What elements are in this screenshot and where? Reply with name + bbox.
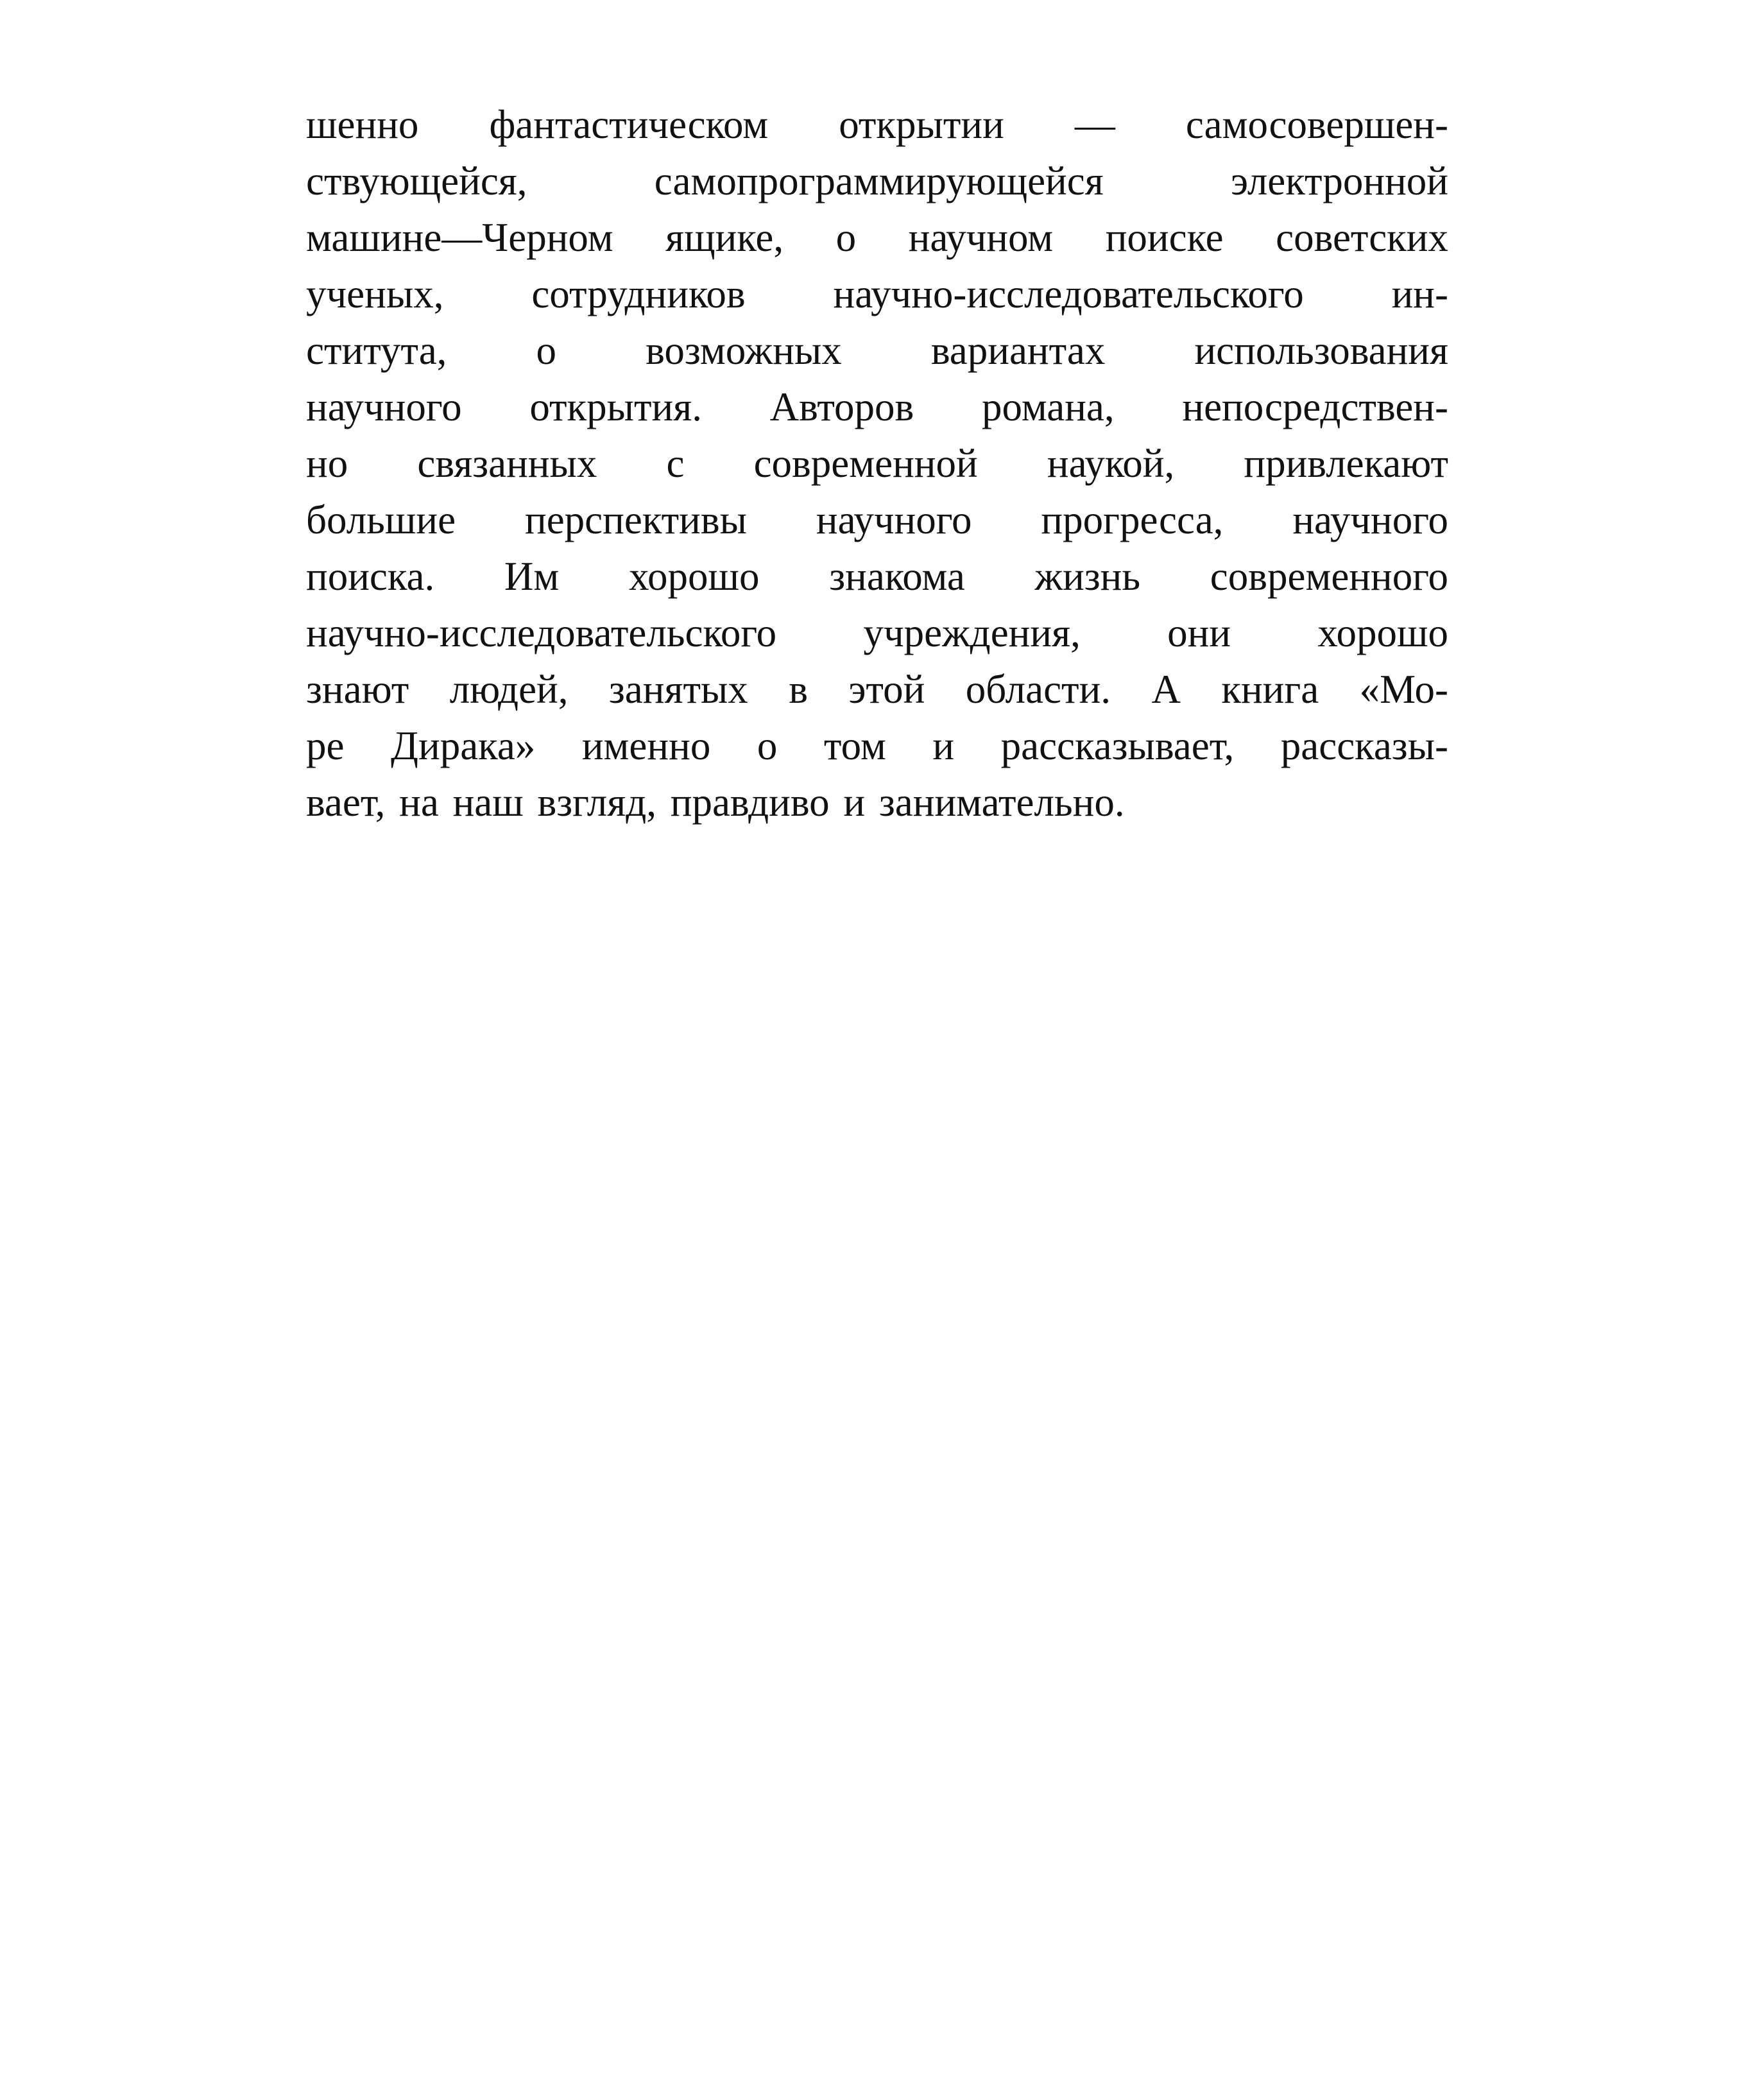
body-paragraph (306, 96, 1448, 831)
text-line: ученых, сотрудников научно-исследовательского ин- (306, 271, 1448, 316)
text-line-last: вает, на наш взгляд, правдиво и занимательно. (306, 780, 1125, 825)
text-line: ствующейся, самопрограммирующейся электронной (306, 159, 1448, 203)
text-line: машине—Черном ящике, о научном поиске советских (306, 215, 1448, 260)
text-line: ре Дирака» именно о том и рассказывает, рассказы- (306, 723, 1448, 768)
text-line: большие перспективы научного прогресса, научного (306, 497, 1448, 542)
text-line: поиска. Им хорошо знакома жизнь современного (306, 554, 1448, 599)
text-line: знают людей, занятых в этой области. А книга «Мо- (306, 667, 1448, 712)
text-line: шенно фантастическом открытии — самосовершен- (306, 102, 1448, 147)
text-line: научного открытия. Авторов романа, непосредствен- (306, 384, 1448, 429)
text-line: научно-исследовательского учреждения, они хорошо (306, 610, 1448, 655)
text-line: но связанных с современной наукой, привлекают (306, 441, 1448, 486)
text-line: ститута, о возможных вариантах использования (306, 328, 1448, 373)
